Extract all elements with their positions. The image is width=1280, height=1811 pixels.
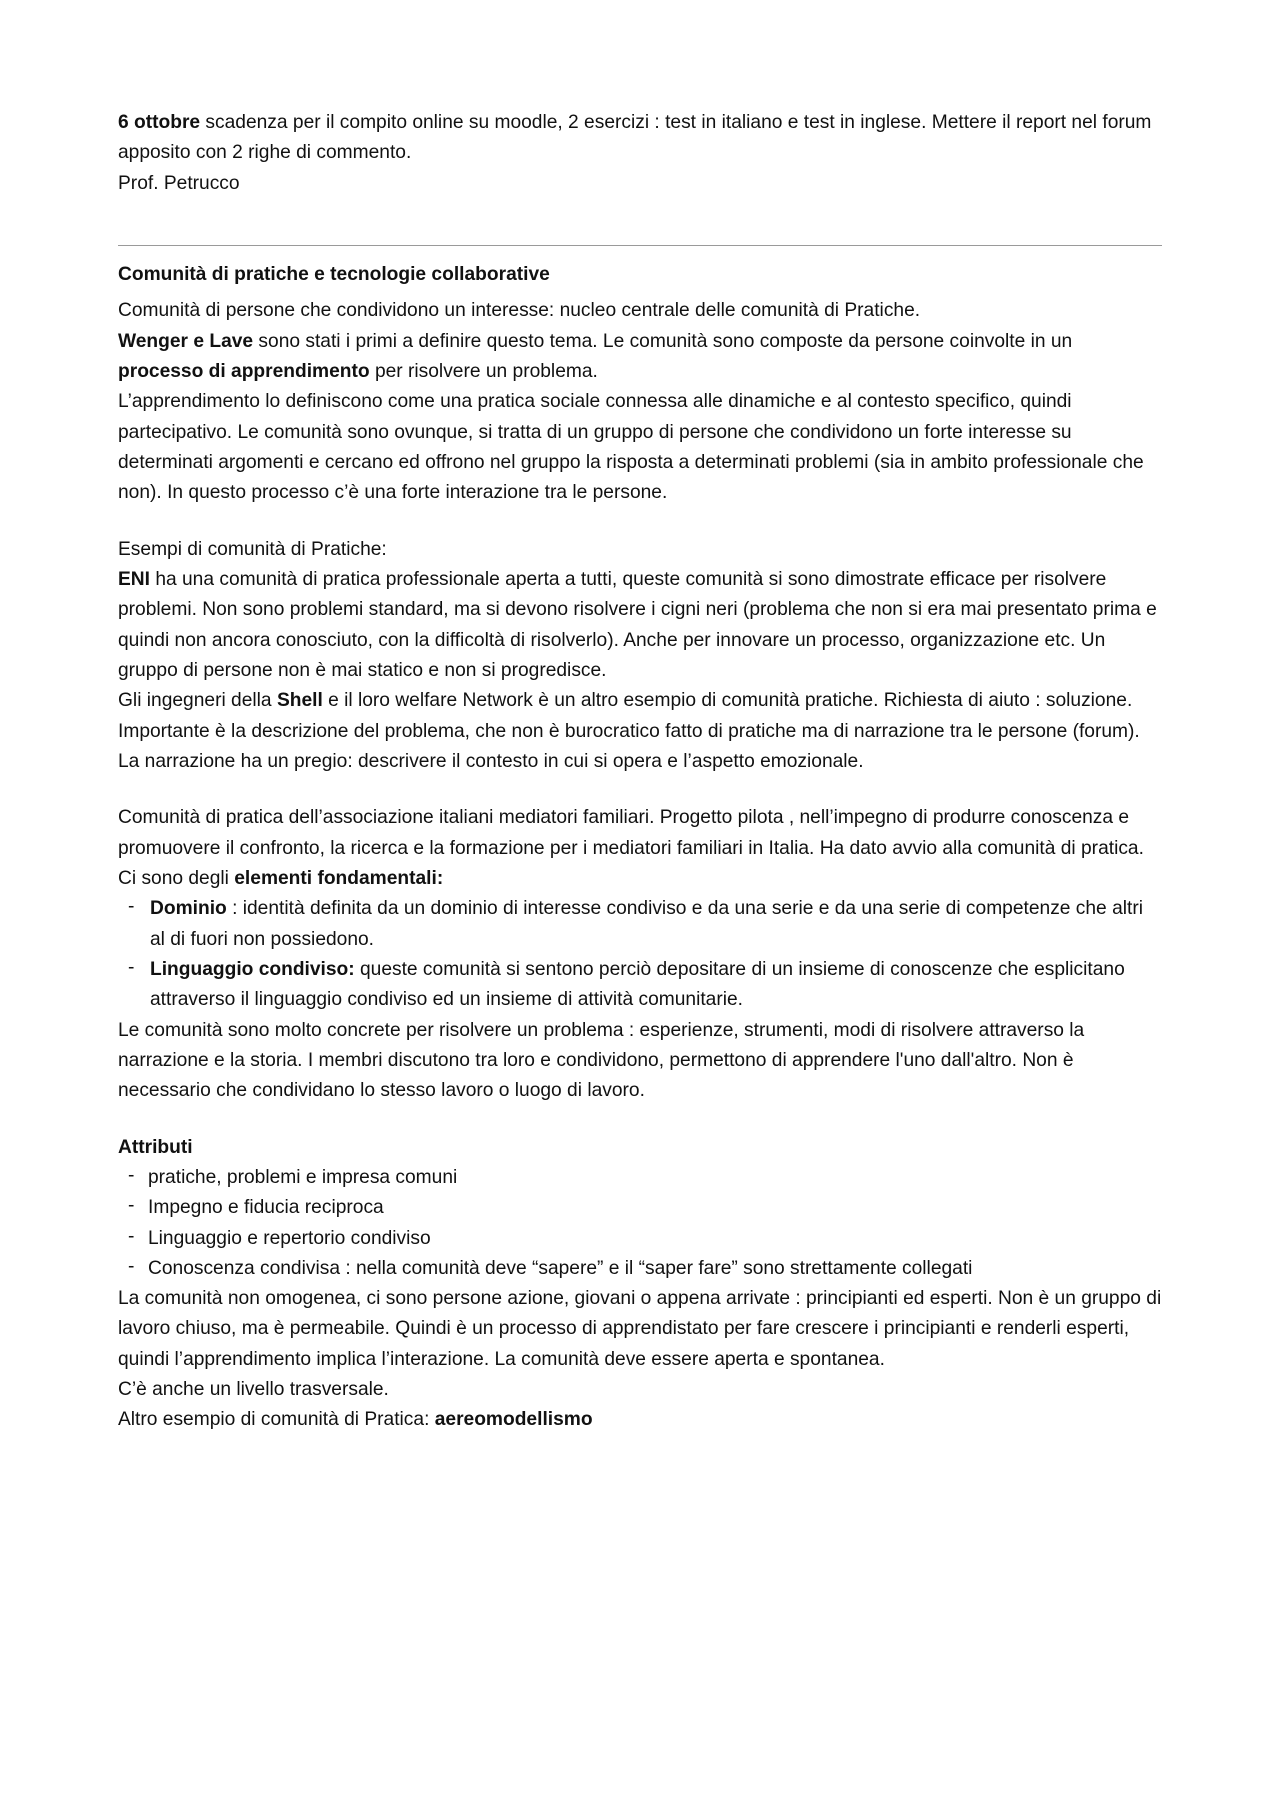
wenger-lave-bold: Wenger e Lave <box>118 330 254 352</box>
spacer <box>118 1107 1162 1133</box>
elementi-pre: Ci sono degli <box>118 867 235 889</box>
spacer <box>118 777 1162 803</box>
elementi-bold: elementi fondamentali: <box>234 867 444 889</box>
processo-apprendimento-bold: processo di apprendimento <box>118 360 370 382</box>
list-item: - Linguaggio e repertorio condiviso <box>118 1224 1162 1254</box>
list-item-text: : identità definita da un dominio di interesse condiviso e da una serie e da una serie di competenze che altri al di fuori non possiedono. <box>150 898 1143 950</box>
document-body <box>118 108 1162 1436</box>
paragraph-apprendimento: L’apprendimento lo definiscono come una pratica sociale connessa alle dinamiche e al contesto specifico, quindi partecipativo. Le comunità sono ovunque, si tratta di un gruppo di persone che condividono un forte interesse su determinati argomenti e cercano ed offrono nel gruppo la risposta a determinati problemi (sia in ambito professionale che non). In questo processo c’è una forte interazione tra le persone. <box>118 391 1144 504</box>
examples-label: Esempi di comunità di Pratiche: <box>118 538 387 560</box>
list-item: - pratiche, problemi e impresa comuni <box>118 1163 1162 1193</box>
page-title: Comunità di pratiche e tecnologie collaborative <box>118 263 550 285</box>
paragraph-shell <box>118 686 1162 777</box>
list-item-term: Dominio <box>150 898 227 920</box>
spacer <box>118 509 1162 535</box>
intro-date: 6 ottobre <box>118 112 201 133</box>
intro-paragraph <box>118 108 1162 169</box>
paragraph-closing-3 <box>118 1405 1162 1435</box>
intro-text: scadenza per il compito online su moodle, 2 esercizi : test in italiano e test in inglese. Mettere il report nel forum apposito con 2 righe di commento. <box>118 112 1152 164</box>
shell-pre: Gli ingegneri della <box>118 690 277 712</box>
aereomodellismo-bold: aereomodellismo <box>434 1409 593 1431</box>
list-item-text: queste comunità si sentono perciò depositare di un insieme di conoscenze che esplicitano attraverso il linguaggio condiviso ed un insieme di attività comunitarie. <box>150 958 1125 1011</box>
paragraph-eni <box>118 565 1162 686</box>
elementi-fondamentali-line <box>118 864 1162 894</box>
list-item: - Impegno e fiducia reciproca <box>118 1193 1162 1223</box>
paragraph-closing-2: C’è anche un livello trasversale. <box>118 1379 389 1401</box>
eni-bold: ENI <box>118 568 150 590</box>
paragraph-concrete: Le comunità sono molto concrete per risolvere un problema : esperienze, strumenti, modi di risolvere attraverso la narrazione e la storia. I membri discutono tra loro e condividono, permettono di apprendere l'uno dall'altro. Non è necessario che condividano lo stesso lavoro o luogo di lavoro. <box>118 1019 1085 1102</box>
eni-text: ha una comunità di pratica professionale aperta a tutti, queste comunità si sono dimostrate efficace per risolvere problemi. Non sono problemi standard, ma si devono risolvere i cigni neri (problema che non si era mai presentato prima e quindi non ancora conosciuto, con la difficoltà di risolverlo). Anche per innovare un processo, organizzazione etc. Un gruppo di persone non è mai statico e non si progredisce. <box>118 568 1157 681</box>
horizontal-divider <box>118 245 1162 246</box>
intro-author: Prof. Petrucco <box>118 172 240 194</box>
shell-text: e il loro welfare Network è un altro esempio di comunità pratiche. Richiesta di aiuto : soluzione. Importante è la descrizione del problema, che non è burocratico fatto di pratiche ma di narrazione tra le persone (forum). La narrazione ha un pregio: descrivere il contesto in cui si opera e l’aspetto emozionale. <box>118 690 1140 772</box>
list-item: - Conoscenza condivisa : nella comunità deve “sapere” e il “saper fare” sono strettamente collegati <box>118 1254 1162 1284</box>
paragraph-closing-1: La comunità non omogenea, ci sono persone azione, giovani o appena arrivate : principianti ed esperti. Non è un gruppo di lavoro chiuso, ma è permeabile. Quindi è un processo di apprendistato per fare crescere i principianti e renderli esperti, quindi l’apprendimento implica l’interazione. La comunità deve essere aperta e spontanea. <box>118 1288 1162 1370</box>
wenger-lave-end: per risolvere un problema. <box>369 360 598 382</box>
paragraph-mediatori: Comunità di pratica dell’associazione italiani mediatori familiari. Progetto pilota , nell’impegno di produrre conoscenza e promuovere il confronto, la ricerca e la formazione per i mediatori familiari in Italia. Ha dato avvio alla comunità di pratica. <box>118 807 1144 859</box>
shell-bold: Shell <box>276 690 323 712</box>
list-item <box>118 955 1162 1016</box>
attributi-title: Attributi <box>118 1136 193 1158</box>
list-item-term: Linguaggio condiviso: <box>150 958 355 980</box>
elementi-fondamentali-list <box>118 894 1162 1015</box>
paragraph-definition: Comunità di persone che condividono un interesse: nucleo centrale delle comunità di Pratiche. <box>118 300 921 322</box>
closing3-pre: Altro esempio di comunità di Pratica: <box>118 1409 435 1431</box>
wenger-lave-mid: sono stati i primi a definire questo tema. Le comunità sono composte da persone coinvolte in un <box>253 330 1073 352</box>
list-item <box>118 894 1162 955</box>
attributi-list <box>118 1163 1162 1284</box>
paragraph-wenger-lave <box>118 327 1162 388</box>
